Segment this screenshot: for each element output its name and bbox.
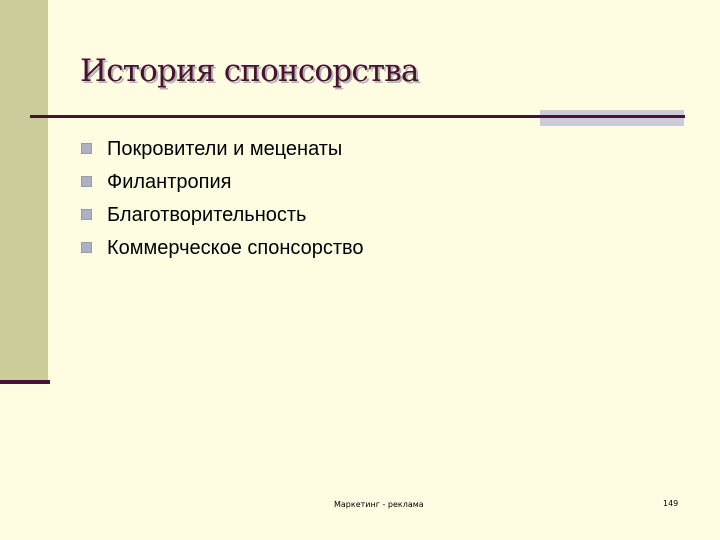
square-bullet-icon (81, 242, 92, 253)
slide-title: История спонсорства (80, 53, 419, 89)
bullet-item (80, 234, 364, 267)
bullet-text: Филантропия (107, 171, 232, 193)
bullet-item (80, 168, 364, 201)
bullet-text: Благотворительность (107, 204, 307, 226)
left-decor-line (0, 380, 50, 384)
footer-text: Маркетинг - реклама (334, 500, 424, 509)
square-bullet-icon (81, 176, 92, 187)
title-rule-accent-block (540, 110, 684, 126)
square-bullet-icon (81, 143, 92, 154)
bullet-item (80, 201, 364, 234)
bullet-list (80, 135, 364, 267)
square-bullet-icon (81, 209, 92, 220)
bullet-text: Покровители и меценаты (107, 138, 343, 160)
bullet-text: Коммерческое спонсорство (107, 237, 364, 259)
page-number: 149 (663, 499, 679, 508)
left-decor-bar (0, 0, 48, 383)
bullet-item (80, 135, 364, 168)
title-rule-accent-line (540, 115, 684, 118)
